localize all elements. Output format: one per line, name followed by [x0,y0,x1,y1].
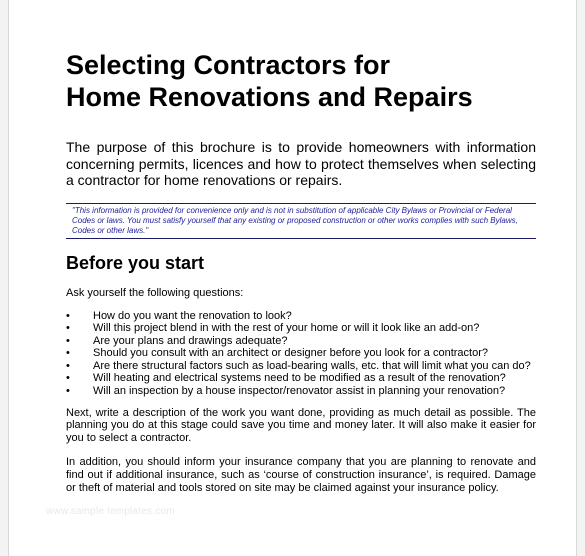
question-text: Are your plans and drawings adequate? [93,334,288,347]
question-text: Are there structural factors such as load-bearing walls, etc. that will limit what you can do? [93,359,531,372]
bullet-icon: • [66,347,70,360]
list-item [66,347,536,360]
list-item [66,310,536,323]
disclaimer-box: "This information is provided for convenience only and is not in substitution of applicable City Bylaws or Provincial or Federal Codes or laws. You must satisfy yourself that any existing or proposed construction or other works complies with such Bylaws, Codes or other laws." [66,203,536,239]
bullet-icon: • [66,359,70,372]
questions-intro: Ask yourself the following questions: [66,286,244,299]
insurance-paragraph: In addition, you should inform your insurance company that you are planning to renovate and find out if additional insurance, such as ‘course of construction insurance’, is required. Damage or theft of material and tools stored on site may be claimed against your insurance policy. [66,456,536,494]
list-item [66,335,536,348]
watermark-text: www.sample templates.com [46,506,175,517]
list-item [66,372,536,385]
questions-list [66,310,536,398]
bullet-icon: • [66,322,70,335]
document-title [66,49,536,113]
list-item [66,322,536,335]
question-text: Will this project blend in with the rest of your home or will it look like an add-on? [93,322,480,335]
list-item [66,360,536,373]
question-text: Should you consult with an architect or designer before you look for a contractor? [93,347,489,360]
bullet-icon: • [66,385,70,398]
document-page [8,0,577,556]
bullet-icon: • [66,372,70,385]
question-text: Will an inspection by a house inspector/renovator assist in planning your renovation? [93,385,506,398]
document-content [66,49,536,494]
intro-paragraph: The purpose of this brochure is to provide homeowners with information concerning permits, licences and how to protect themselves when selecting a contractor for home renovations or repairs. [66,139,536,188]
title-line-1: Selecting Contractors for [66,50,391,80]
bullet-icon: • [66,334,70,347]
section-heading: Before you start [66,252,205,273]
question-text: How do you want the renovation to look? [93,309,292,322]
planning-paragraph: Next, write a description of the work you want done, providing as much detail as possible. The planning you do at this stage could save you time and money later. It will also make it easier for you to select a contractor. [66,406,536,444]
list-item [66,385,536,398]
title-line-2: Home Renovations and Repairs [66,82,473,112]
bullet-icon: • [66,309,70,322]
question-text: Will heating and electrical systems need to be modified as a result of the renovation? [93,372,506,385]
